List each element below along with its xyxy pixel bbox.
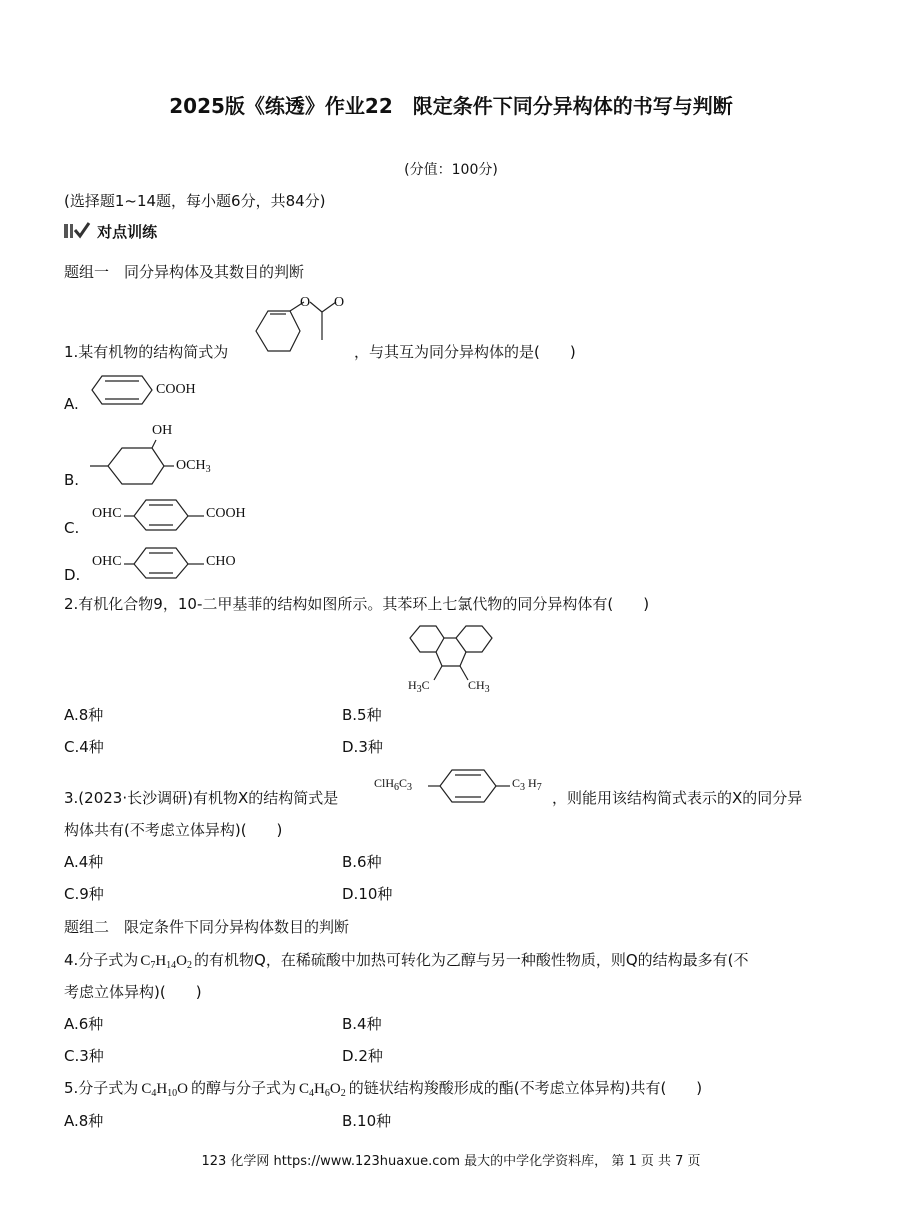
q1-option-d-ring — [124, 546, 214, 580]
q2-structure — [406, 624, 506, 684]
q1-option-b-ring — [90, 442, 180, 492]
q4-stem-line1: 4.分子式为 $C_7H_{14}O_2$ 的有机物Q，在稀硫酸中加热可转化为乙醇与另一种酸性物质，则Q的结构最多有(不 — [64, 951, 749, 971]
q1-option-b-letter: B. — [64, 471, 80, 489]
q2-methyl-left: $H_3C$ — [408, 678, 430, 695]
q5-stem: 5.分子式为 $C_4H_{10}O$ 的醇与分子式为 $C_4H_6O_2$ 的链状结构羧酸形成的酯(不考虑立体异构)共有( ) — [64, 1079, 703, 1099]
instruction-line: (选择题1~14题，每小题6分，共84分) — [64, 192, 326, 210]
q1-option-b-oh: OH — [152, 423, 173, 438]
q2-option-b: B.5种 — [342, 706, 382, 724]
q1-option-a-letter: A. — [64, 395, 79, 413]
q1-stem-a: 1.某有机物的结构简式为 — [64, 343, 229, 361]
q3-option-b: B.6种 — [342, 853, 382, 871]
q4-option-b: B.4种 — [342, 1015, 382, 1033]
q3-stem-c: 构体共有(不考虑立体异构)( ) — [64, 821, 283, 839]
q2-option-a: A.8种 — [64, 706, 104, 724]
q1-option-a-ring — [90, 374, 160, 408]
score-line: (分值：100分) — [404, 162, 498, 178]
q1-option-c-letter: C. — [64, 519, 80, 537]
q1-option-d-right: CHO — [206, 554, 236, 569]
q3-left-group: $ClH_6C_3$ — [374, 776, 413, 793]
group-2-heading: 题组二 限定条件下同分异构体数目的判断 — [64, 918, 350, 936]
q3-stem-b: ，则能用该结构简式表示的X的同分异 — [552, 789, 803, 807]
q1-option-c-left: OHC — [92, 506, 122, 521]
q3-option-d: D.10种 — [342, 885, 393, 903]
q1-option-c-right: COOH — [206, 506, 246, 521]
q1-option-a-group: COOH — [156, 382, 196, 397]
q4-option-d: D.2种 — [342, 1047, 383, 1065]
q3-stem-a: 3.(2023·长沙调研)有机物X的结构简式是 — [64, 789, 339, 807]
page-footer: 123 化学网 https://www.123huaxue.com 最大的中学化学资料库， 第 1 页 共 7 页 — [201, 1154, 701, 1169]
page-title: 2025版《练透》作业22 限定条件下同分异构体的书写与判断 — [169, 94, 733, 118]
section-header — [64, 222, 157, 242]
q1-ester-o-label: O — [300, 295, 311, 310]
q1-option-c-ring — [124, 498, 214, 532]
group-1-heading: 题组一 同分异构体及其数目的判断 — [64, 263, 305, 281]
q4-option-a: A.6种 — [64, 1015, 104, 1033]
q1-stem-b: ，与其互为同分异构体的是( ) — [354, 343, 576, 361]
q1-option-b-och3: $OCH_3$ — [176, 458, 211, 475]
q3-option-c: C.9种 — [64, 885, 104, 903]
q2-methyl-right: $CH_3$ — [468, 678, 490, 695]
q3-option-a: A.4种 — [64, 853, 104, 871]
q1-carbonyl-o-label: O — [334, 295, 345, 310]
q2-option-d: D.3种 — [342, 738, 383, 756]
q2-option-c: C.4种 — [64, 738, 104, 756]
checkmark-icon — [64, 222, 90, 240]
q5-option-b: B.10种 — [342, 1112, 392, 1130]
q3-right-group: $C_3$ $H_7$ — [512, 776, 542, 793]
q1-option-d-letter: D. — [64, 566, 81, 584]
q4-option-c: C.3种 — [64, 1047, 104, 1065]
q1-option-d-left: OHC — [92, 554, 122, 569]
section-title: 对点训练 — [97, 223, 158, 241]
q5-option-a: A.8种 — [64, 1112, 104, 1130]
q4-stem-line2: 考虑立体异构)( ) — [64, 983, 202, 1001]
q2-stem: 2.有机化合物9，10-二甲基菲的结构如图所示。其苯环上七氯代物的同分异构体有( ) — [64, 595, 650, 613]
